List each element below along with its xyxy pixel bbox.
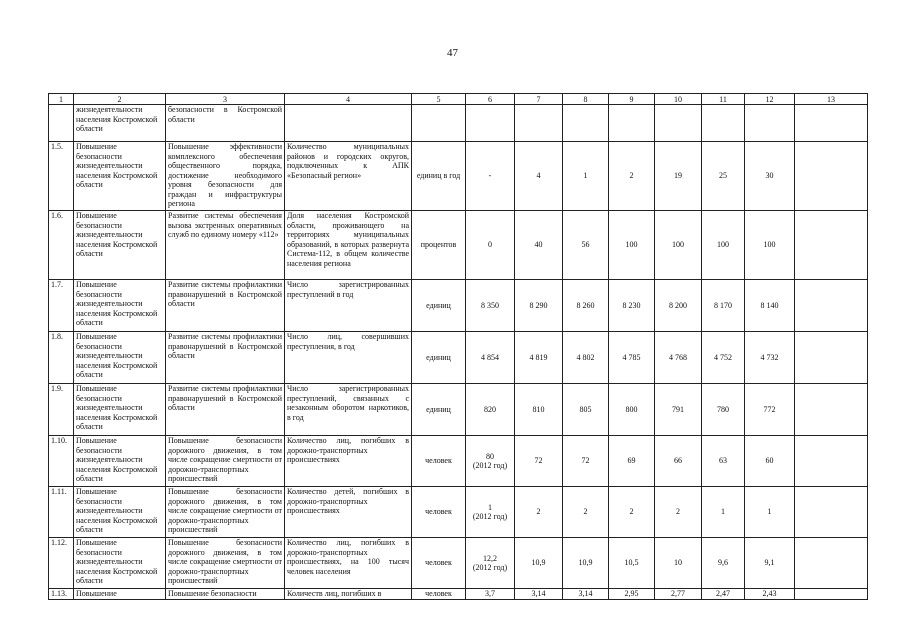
value-cell-text: 810 [532, 404, 545, 414]
value-cell [795, 487, 868, 538]
goal-cell-text: Повышение безопасности жизнедеятельности населения Костромской области [76, 384, 158, 431]
value-cell [515, 589, 563, 600]
value-cell [795, 436, 868, 487]
value-cell-text: 4 785 [622, 352, 641, 362]
goal-cell [74, 487, 166, 538]
task-cell [166, 436, 285, 487]
value-cell-text: 8 260 [576, 300, 595, 310]
value-cell [745, 436, 795, 487]
indicator-cell [285, 487, 412, 538]
value-cell [702, 105, 745, 142]
base-value-cell [466, 211, 515, 280]
value-cell [609, 436, 655, 487]
row-number [49, 436, 74, 487]
row-number-text: 1.6. [51, 211, 63, 220]
indicator-cell-text: Количество лиц, погибших в дорожно-транспортных происшествиях [287, 436, 409, 464]
value-cell-text: 772 [763, 404, 776, 414]
value-cell-text: 8 290 [529, 300, 548, 310]
value-cell [745, 211, 795, 280]
goal-cell-text: Повышение безопасности жизнедеятельности населения Костромской области [76, 280, 158, 327]
value-cell-text: 4 802 [576, 352, 595, 362]
goal-cell [74, 142, 166, 211]
header-cell: 4 [285, 94, 412, 105]
value-cell [655, 142, 702, 211]
row-number-text: 1.9. [51, 384, 63, 393]
base-year-note: (2012 год) [472, 461, 508, 470]
goal-cell [74, 280, 166, 332]
unit-cell-text: человек [425, 456, 452, 466]
value-cell [515, 538, 563, 589]
value-cell [515, 142, 563, 211]
value-cell [745, 487, 795, 538]
value-cell [745, 105, 795, 142]
value-cell [563, 332, 609, 384]
value-cell [702, 436, 745, 487]
value-cell [563, 142, 609, 211]
value-cell [609, 105, 655, 142]
value-cell [655, 332, 702, 384]
base-value-cell [466, 436, 515, 487]
value-cell-text: 8 140 [760, 300, 779, 310]
indicator-cell [285, 589, 412, 600]
value-cell [745, 142, 795, 211]
unit-cell [412, 538, 466, 589]
value-cell-text: 10 [674, 558, 682, 568]
indicator-cell [285, 436, 412, 487]
unit-cell-text: единиц в год [416, 171, 461, 181]
value-cell-text: 2,77 [671, 589, 685, 598]
goal-cell [74, 332, 166, 384]
value-cell-text: 800 [625, 404, 638, 414]
goal-cell-text: жизнедеятельности населения Костромской области [76, 105, 158, 133]
value-cell-text: 60 [765, 456, 774, 466]
value-cell [795, 332, 868, 384]
indicator-cell [285, 384, 412, 436]
indicator-cell-text: Количество лиц, погибших в дорожно-транспортных происшествиях, на 100 тысяч человек населения [287, 538, 409, 576]
value-cell [563, 384, 609, 436]
value-cell-text: 4 819 [529, 352, 548, 362]
header-cell: 13 [795, 94, 868, 105]
value-cell-text: 100 [672, 240, 684, 250]
table-row [49, 142, 868, 211]
row-number-text: 1.10. [51, 436, 67, 445]
value-cell [563, 589, 609, 600]
value-cell-text: 100 [625, 240, 638, 250]
header-cell: 12 [745, 94, 795, 105]
value-cell-text: 25 [719, 171, 727, 181]
row-number-text: 1.12. [51, 538, 67, 547]
value-cell [745, 280, 795, 332]
value-cell [515, 384, 563, 436]
value-cell [655, 384, 702, 436]
indicator-cell [285, 280, 412, 332]
base-value-cell-text: 80 [486, 451, 494, 461]
value-cell-text: 63 [719, 456, 727, 466]
task-cell [166, 487, 285, 538]
value-cell-text: 2,43 [762, 589, 777, 598]
value-cell [702, 142, 745, 211]
value-cell [655, 538, 702, 589]
task-cell-text: Повышение безопасности дорожного движения, в том числе сокращение смертности от дорожно-транспортных происшествий [168, 538, 282, 585]
value-cell-text: 72 [581, 456, 590, 466]
goal-cell-text: Повышение безопасности жизнедеятельности населения Костромской области [76, 436, 158, 483]
base-value-cell [466, 589, 515, 600]
value-cell [515, 436, 563, 487]
value-cell [655, 487, 702, 538]
indicator-cell-text: Количество муниципальных районов и городских округов, подключенных к АПК «Безопасный регион» [287, 142, 409, 180]
value-cell-text: 10,5 [624, 558, 639, 568]
base-year-note: (2012 год) [472, 512, 508, 521]
row-number-text: 1.8. [51, 332, 63, 341]
value-cell [702, 384, 745, 436]
value-cell [795, 538, 868, 589]
row-number [49, 332, 74, 384]
header-cell: 5 [412, 94, 466, 105]
value-cell [609, 487, 655, 538]
task-cell-text: Развитие системы профилактики правонарушений в Костромской области [168, 332, 282, 360]
task-cell [166, 589, 285, 600]
value-cell-text: 4 768 [669, 352, 687, 362]
base-value-cell-text: - [488, 171, 492, 181]
unit-cell-text: человек [425, 507, 452, 517]
goal-cell-text: Повышение безопасности жизнедеятельности населения Костромской области [76, 332, 158, 379]
value-cell [609, 142, 655, 211]
header-cell: 8 [563, 94, 609, 105]
value-cell [702, 211, 745, 280]
row-number [49, 384, 74, 436]
unit-cell [412, 105, 466, 142]
row-number [49, 142, 74, 211]
value-cell [563, 487, 609, 538]
value-cell-text: 100 [717, 240, 729, 250]
value-cell [795, 384, 868, 436]
value-cell-text: 40 [534, 240, 543, 250]
task-cell-text: Повышение безопасности [168, 589, 257, 598]
base-value-cell-text: 1 [488, 502, 492, 512]
task-cell-text: Развитие системы обеспечения вызова экстренных оперативных служб по единому номеру «112» [168, 211, 282, 239]
value-cell-text: 30 [765, 171, 774, 181]
row-number-text: 1.5. [51, 142, 63, 151]
value-cell [515, 280, 563, 332]
value-cell [795, 589, 868, 600]
task-cell [166, 384, 285, 436]
table-row [49, 332, 868, 384]
header-cell: 2 [74, 94, 166, 105]
indicator-cell-text: Количеств лиц, погибших в [287, 589, 382, 598]
header-row [49, 94, 868, 105]
value-cell [745, 332, 795, 384]
goal-cell-text: Повышение [76, 589, 117, 598]
base-value-cell [466, 384, 515, 436]
value-cell [702, 332, 745, 384]
unit-cell-text: единиц [426, 404, 451, 414]
value-cell-text: 780 [717, 404, 729, 414]
unit-cell-text: единиц [426, 300, 451, 310]
header-cell: 1 [49, 94, 74, 105]
goal-cell [74, 211, 166, 280]
indicator-cell-text: Число зарегистрированных преступлений, связанных с незаконным оборотом наркотиков, в год [287, 384, 409, 422]
value-cell [515, 211, 563, 280]
value-cell [795, 211, 868, 280]
indicator-cell-text: Число зарегистрированных преступлений в год [287, 280, 409, 299]
value-cell [515, 105, 563, 142]
table-row [49, 436, 868, 487]
base-value-cell-text: 820 [484, 404, 496, 414]
value-cell [655, 211, 702, 280]
unit-cell [412, 384, 466, 436]
base-value-cell [466, 332, 515, 384]
value-cell-text: 2 [536, 507, 541, 517]
value-cell-text: 9,1 [764, 558, 775, 568]
row-number [49, 211, 74, 280]
task-cell-text: Повышение безопасности дорожного движения, в том числе сокращение смертности от дорожно-транспортных происшествий [168, 436, 282, 483]
base-value-cell-text: 8 350 [481, 300, 499, 310]
indicator-cell [285, 211, 412, 280]
unit-cell-text: человек [425, 558, 452, 568]
task-cell [166, 332, 285, 384]
row-number [49, 280, 74, 332]
value-cell [655, 280, 702, 332]
task-cell-text: Развитие системы профилактики правонарушений в Костромской области [168, 280, 282, 308]
task-cell [166, 142, 285, 211]
value-cell-text: 4 [536, 171, 541, 181]
table-row [49, 105, 868, 142]
value-cell [655, 436, 702, 487]
goal-cell [74, 538, 166, 589]
row-number-text: 1.13. [51, 589, 67, 598]
row-number [49, 589, 74, 600]
table-row [49, 487, 868, 538]
indicator-cell [285, 142, 412, 211]
value-cell [609, 280, 655, 332]
unit-cell [412, 436, 466, 487]
unit-cell [412, 142, 466, 211]
goal-cell [74, 436, 166, 487]
task-cell [166, 211, 285, 280]
unit-cell-text: человек [425, 589, 452, 598]
base-value-cell [466, 105, 515, 142]
value-cell-text: 69 [627, 456, 636, 466]
unit-cell [412, 487, 466, 538]
goal-cell-text: Повышение безопасности жизнедеятельности населения Костромской области [76, 142, 158, 189]
base-value-cell [466, 280, 515, 332]
value-cell-text: 2 [629, 171, 634, 181]
value-cell-text: 2,95 [624, 589, 639, 598]
unit-cell [412, 332, 466, 384]
value-cell [655, 105, 702, 142]
unit-cell-text: единиц [426, 352, 451, 362]
value-cell-text: 805 [579, 404, 592, 414]
value-cell-text: 66 [674, 456, 682, 466]
table-row [49, 211, 868, 280]
value-cell [609, 211, 655, 280]
value-cell [563, 436, 609, 487]
value-cell-text: 791 [672, 404, 684, 414]
indicator-cell-text: Доля населения Костромской области, проживающего на территориях муниципальных образований, в которых развернута Система-112, в общем количестве населения региона [287, 211, 409, 268]
value-cell [563, 538, 609, 589]
header-cell: 9 [609, 94, 655, 105]
task-cell [166, 538, 285, 589]
value-cell [515, 332, 563, 384]
indicator-cell [285, 105, 412, 142]
value-cell-text: 10,9 [531, 558, 546, 568]
table-row [49, 538, 868, 589]
value-cell-text: 3,14 [578, 589, 593, 598]
value-cell [609, 538, 655, 589]
value-cell [702, 280, 745, 332]
goal-cell [74, 384, 166, 436]
base-value-cell-text: 4 854 [481, 352, 499, 362]
value-cell [609, 589, 655, 600]
value-cell-text: 56 [581, 240, 590, 250]
value-cell-text: 4 752 [714, 352, 732, 362]
row-number [49, 487, 74, 538]
goal-cell [74, 105, 166, 142]
header-cell: 11 [702, 94, 745, 105]
value-cell-text: 100 [763, 240, 776, 250]
base-value-cell-text: 3,7 [485, 589, 495, 598]
table-row [49, 384, 868, 436]
value-cell-text: 2 [676, 507, 680, 517]
value-cell-text: 8 230 [622, 300, 641, 310]
value-cell [563, 280, 609, 332]
header-cell: 6 [466, 94, 515, 105]
value-cell [609, 384, 655, 436]
base-value-cell-text: 12,2 [483, 553, 497, 563]
value-cell [702, 589, 745, 600]
task-cell-text: Развитие системы профилактики правонарушений в Костромской области [168, 384, 282, 412]
value-cell-text: 9,6 [718, 558, 728, 568]
value-cell [745, 538, 795, 589]
table-row [49, 280, 868, 332]
unit-cell [412, 589, 466, 600]
task-cell-text: безопасности в Костромской области [168, 105, 282, 124]
value-cell [745, 384, 795, 436]
value-cell-text: 8 200 [669, 300, 687, 310]
value-cell-text: 10,9 [578, 558, 593, 568]
value-cell [515, 487, 563, 538]
indicators-table [48, 93, 868, 600]
header-cell: 10 [655, 94, 702, 105]
value-cell-text: 1 [767, 507, 772, 517]
goal-cell-text: Повышение безопасности жизнедеятельности населения Костромской области [76, 487, 158, 534]
value-cell [609, 332, 655, 384]
row-number [49, 105, 74, 142]
table-row [49, 589, 868, 600]
value-cell [795, 105, 868, 142]
indicator-cell-text: Количество детей, погибших в дорожно-транспортных происшествиях [287, 487, 409, 515]
indicator-cell [285, 332, 412, 384]
value-cell-text: 1 [583, 171, 588, 181]
page-number: 47 [447, 47, 458, 59]
header-cell: 7 [515, 94, 563, 105]
value-cell [702, 538, 745, 589]
base-value-cell [466, 487, 515, 538]
value-cell [655, 589, 702, 600]
base-year-note: (2012 год) [472, 563, 508, 572]
header-cell: 3 [166, 94, 285, 105]
value-cell [795, 280, 868, 332]
value-cell-text: 8 170 [714, 300, 732, 310]
unit-cell [412, 211, 466, 280]
value-cell-text: 2 [629, 507, 634, 517]
value-cell-text: 2,47 [716, 589, 730, 598]
goal-cell [74, 589, 166, 600]
task-cell-text: Повышение безопасности дорожного движения, в том числе сокращение смертности от дорожно-транспортных происшествий [168, 487, 282, 534]
task-cell [166, 280, 285, 332]
base-value-cell [466, 538, 515, 589]
value-cell-text: 3,14 [531, 589, 546, 598]
value-cell-text: 1 [721, 507, 725, 517]
base-value-cell [466, 142, 515, 211]
indicator-cell [285, 538, 412, 589]
value-cell-text: 4 732 [760, 352, 779, 362]
value-cell-text: 19 [674, 171, 682, 181]
unit-cell-text: процентов [420, 240, 457, 250]
row-number [49, 538, 74, 589]
row-number-text: 1.11. [51, 487, 67, 496]
base-value-cell-text: 0 [488, 240, 492, 250]
goal-cell-text: Повышение безопасности жизнедеятельности населения Костромской области [76, 538, 158, 585]
indicator-cell-text: Число лиц, совершивших преступления, в год [287, 332, 409, 351]
value-cell-text: 72 [534, 456, 543, 466]
value-cell [745, 589, 795, 600]
row-number-text: 1.7. [51, 280, 63, 289]
task-cell [166, 105, 285, 142]
value-cell [795, 142, 868, 211]
task-cell-text: Повышение эффективности комплексного обеспечения общественного порядка, достижение необходимого уровня безопасности для граждан и инфраструктуры региона [168, 142, 282, 208]
value-cell [563, 105, 609, 142]
goal-cell-text: Повышение безопасности жизнедеятельности населения Костромской области [76, 211, 158, 258]
value-cell [563, 211, 609, 280]
value-cell [702, 487, 745, 538]
unit-cell [412, 280, 466, 332]
value-cell-text: 2 [583, 507, 588, 517]
